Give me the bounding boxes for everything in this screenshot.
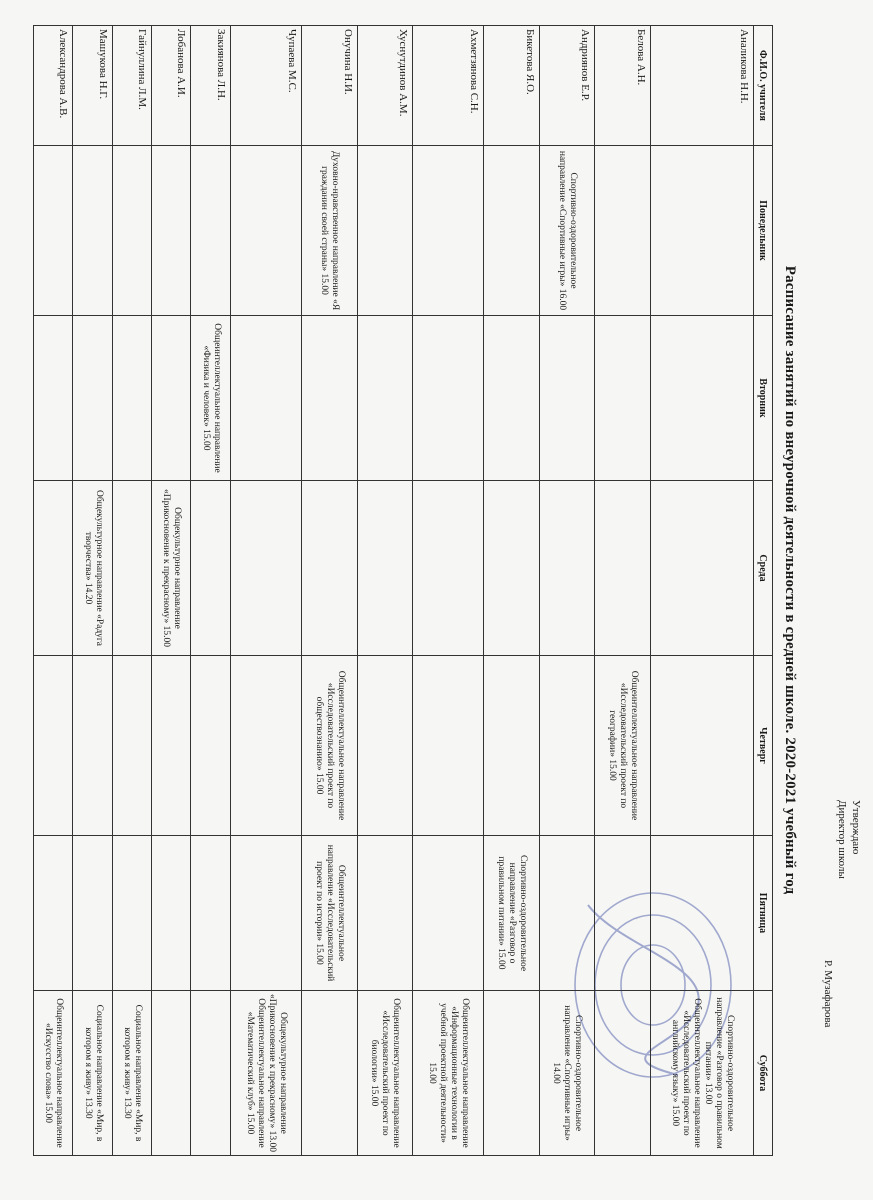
schedule-cell <box>413 481 484 656</box>
table-row <box>34 26 73 1156</box>
teacher-name: Андриянов Е.Р. <box>539 26 594 146</box>
schedule-cell <box>302 481 357 656</box>
schedule-cell <box>230 991 301 1156</box>
schedule-cell <box>112 316 151 481</box>
activity-entry: Социальное направление «Мир, в котором я живу» 13.30 <box>82 1004 104 1142</box>
schedule-cell <box>484 146 539 316</box>
activity-entry: Общекультурное направление «Радуга творчества» 14.20 <box>82 489 104 647</box>
activity-entry: Общеинтеллектуальное направление «Физика и человек» 15.00 <box>200 323 222 473</box>
schedule-table <box>33 25 773 1156</box>
schedule-cell <box>112 146 151 316</box>
activity-entry: Общеинтеллектуальное направление «Исследовательский проект по биологии» 15.00 <box>369 998 402 1148</box>
table-row <box>484 26 539 1156</box>
schedule-cell <box>413 146 484 316</box>
schedule-cell <box>413 316 484 481</box>
schedule-cell <box>73 991 112 1156</box>
column-header: Четверг <box>754 656 773 836</box>
schedule-cell <box>152 656 191 836</box>
column-header: Среда <box>754 481 773 656</box>
schedule-cell <box>152 991 191 1156</box>
schedule-cell <box>152 146 191 316</box>
table-row <box>73 26 112 1156</box>
column-header: Суббота <box>754 991 773 1156</box>
schedule-cell <box>650 656 753 836</box>
schedule-cell <box>539 836 594 991</box>
schedule-cell <box>650 146 753 316</box>
schedule-cell <box>191 316 230 481</box>
schedule-cell <box>650 836 753 991</box>
teacher-name: Аналикова Н.Н. <box>650 26 753 146</box>
schedule-cell <box>230 316 301 481</box>
schedule-cell <box>73 656 112 836</box>
table-row <box>152 26 191 1156</box>
schedule-cell <box>650 481 753 656</box>
schedule-cell <box>650 991 753 1156</box>
schedule-cell <box>302 836 357 991</box>
schedule-cell <box>34 991 73 1156</box>
activity-entry: Спортивно-оздоровительное направление «Разговор о правильном питании» 13.00 <box>702 997 735 1149</box>
table-row <box>357 26 412 1156</box>
schedule-cell <box>357 316 412 481</box>
approval-line: Р. Музафарова <box>822 960 834 1028</box>
activity-entry: Спортивно-оздоровительное направление «Разговор о правильном питании» 15.00 <box>496 854 529 972</box>
schedule-cell <box>413 991 484 1156</box>
schedule-cell <box>595 316 650 481</box>
activity-entry: Общеинтеллектуальное направление «Искусство слова» 15.00 <box>43 998 65 1148</box>
schedule-cell <box>152 836 191 991</box>
schedule-cell <box>595 991 650 1156</box>
activity-entry: Общеинтеллектуальное направление «Математический клуб» 15.00 <box>245 998 267 1148</box>
table-body <box>34 26 754 1156</box>
schedule-cell <box>650 316 753 481</box>
schedule-cell <box>112 656 151 836</box>
activity-entry: Общеинтеллектуальное направление «Исследовательский проект по истории» 15.00 <box>313 844 346 982</box>
teacher-name: Гайнуллина Л.М. <box>112 26 151 146</box>
page-title: Расписание занятий по внеурочной деятельности в средней школе. 2020-2021 учебный год <box>782 265 798 895</box>
table-row <box>302 26 357 1156</box>
table-row <box>539 26 594 1156</box>
table-header-row <box>754 26 773 1156</box>
table-row <box>112 26 151 1156</box>
schedule-cell <box>539 991 594 1156</box>
schedule-cell <box>34 481 73 656</box>
column-header: Ф.И.О. учителя <box>754 26 773 146</box>
table-row <box>230 26 301 1156</box>
schedule-cell <box>34 146 73 316</box>
schedule-cell <box>112 481 151 656</box>
schedule-cell <box>34 836 73 991</box>
schedule-cell <box>191 836 230 991</box>
activity-entry: Общеинтеллектуальное направление «Исследовательский проект по географии» 15.00 <box>606 670 639 821</box>
activity-entry: Общеинтеллектуальное направление «Исследовательский проект по обществознанию» 15.00 <box>313 670 346 821</box>
schedule-cell <box>191 481 230 656</box>
teacher-name: Белова А.Н. <box>595 26 650 146</box>
approval-block <box>821 800 863 1120</box>
column-header: Вторник <box>754 316 773 481</box>
schedule-cell <box>357 656 412 836</box>
schedule-cell <box>34 656 73 836</box>
schedule-cell <box>73 836 112 991</box>
teacher-name: Ахметзянова С.Н. <box>413 26 484 146</box>
schedule-cell <box>73 481 112 656</box>
schedule-cell <box>191 146 230 316</box>
schedule-cell <box>595 656 650 836</box>
activity-entry: Общекультурное направление «Прикосновение к прекрасному» 13.00 <box>267 994 289 1153</box>
schedule-cell <box>302 656 357 836</box>
teacher-name: Лобанова А.И. <box>152 26 191 146</box>
activity-entry: Социальное направление «Мир, в котором я живу» 13.30 <box>121 1004 143 1142</box>
schedule-cell <box>357 146 412 316</box>
schedule-cell <box>230 481 301 656</box>
schedule-cell <box>357 991 412 1156</box>
schedule-cell <box>413 836 484 991</box>
activity-entry: Спортивно-оздоровительное направление «Спортивные игры» 14.00 <box>551 1005 584 1141</box>
teacher-name: Чупаева М.С. <box>230 26 301 146</box>
schedule-cell <box>357 836 412 991</box>
schedule-cell <box>595 836 650 991</box>
schedule-cell <box>539 656 594 836</box>
teacher-name: Александрова А.В. <box>34 26 73 146</box>
schedule-cell <box>191 656 230 836</box>
schedule-cell <box>357 481 412 656</box>
teacher-name: Бикетова Я.О. <box>484 26 539 146</box>
schedule-cell <box>413 656 484 836</box>
schedule-cell <box>73 146 112 316</box>
schedule-cell <box>112 991 151 1156</box>
activity-entry: Общеинтеллектуальное направление «Информационные технологии в учебной проектной деятельности» 15.00 <box>427 998 471 1148</box>
schedule-cell <box>302 146 357 316</box>
teacher-name: Онучина Н.И. <box>302 26 357 146</box>
schedule-cell <box>152 316 191 481</box>
activity-entry: Спортивно-оздоровительное направление «Спортивные игры» 16.00 <box>556 150 578 311</box>
table-row <box>413 26 484 1156</box>
table-row <box>595 26 650 1156</box>
schedule-cell <box>539 316 594 481</box>
schedule-cell <box>484 836 539 991</box>
schedule-cell <box>112 836 151 991</box>
column-header: Понедельник <box>754 146 773 316</box>
schedule-cell <box>73 316 112 481</box>
schedule-cell <box>484 316 539 481</box>
schedule-cell <box>230 836 301 991</box>
schedule-cell <box>191 991 230 1156</box>
activity-entry: Общекультурное направление «Прикосновение к прекрасному» 15.00 <box>161 488 183 647</box>
schedule-cell <box>484 656 539 836</box>
schedule-cell <box>230 146 301 316</box>
approval-line: Утверждаю <box>850 800 862 855</box>
teacher-name: Закиянова Л.Н. <box>191 26 230 146</box>
table-row <box>191 26 230 1156</box>
approval-line: Директор школы <box>836 800 848 879</box>
schedule-cell <box>302 316 357 481</box>
schedule-cell <box>230 656 301 836</box>
table-row <box>650 26 753 1156</box>
column-header: Пятница <box>754 836 773 991</box>
schedule-cell <box>595 481 650 656</box>
schedule-cell <box>539 481 594 656</box>
schedule-cell <box>484 481 539 656</box>
activity-entry: Духовно-нравственное направление «Я гражданин своей страны» 15.00 <box>319 150 341 311</box>
schedule-cell <box>484 991 539 1156</box>
schedule-cell <box>152 481 191 656</box>
schedule-cell <box>539 146 594 316</box>
activity-entry: Общеинтеллектуальное направление «Исследовательский проект по английскому языку» 15.00 <box>669 998 702 1148</box>
schedule-cell <box>302 991 357 1156</box>
schedule-cell <box>34 316 73 481</box>
teacher-name: Машукова Н.Г. <box>73 26 112 146</box>
teacher-name: Хуснутдинов А.М. <box>357 26 412 146</box>
schedule-cell <box>595 146 650 316</box>
